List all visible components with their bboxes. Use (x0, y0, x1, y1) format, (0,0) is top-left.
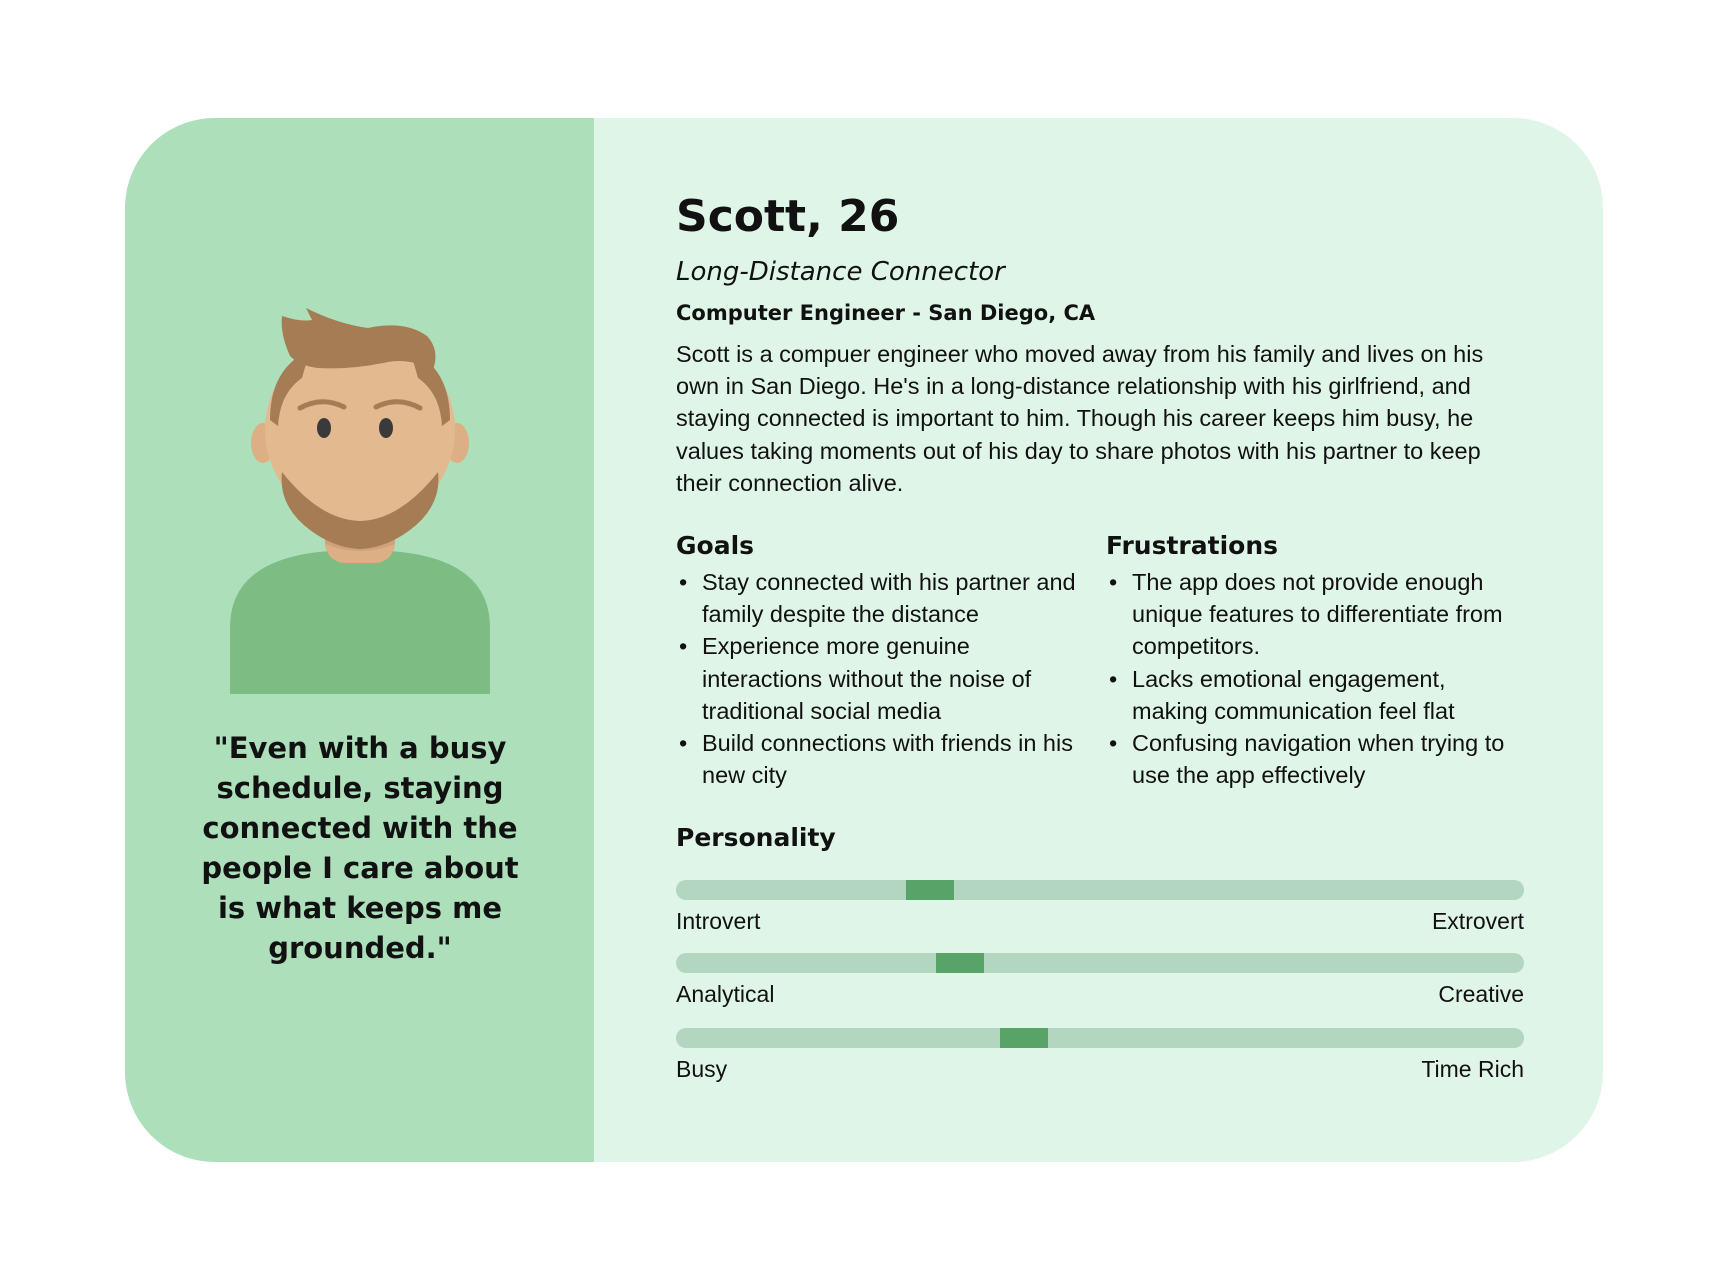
bullet-dot-icon: • (1109, 665, 1118, 692)
frustrations-list (1106, 566, 1526, 791)
slider-label-right: Time Rich (1421, 1056, 1524, 1082)
persona-card (125, 118, 1603, 1162)
goals-list (676, 566, 1086, 791)
bullet-dot-icon: • (679, 633, 688, 660)
avatar-eye-right (379, 418, 393, 438)
goal-item (676, 566, 1086, 630)
slider-label-right: Creative (1438, 981, 1524, 1007)
avatar (230, 308, 490, 694)
persona-details (676, 118, 1536, 1162)
bullet-dot-icon: • (679, 730, 688, 757)
slider-track (676, 953, 1524, 973)
frustrations-heading: Frustrations (1106, 531, 1279, 560)
avatar-shirt (230, 551, 490, 694)
slider-label-right: Extrovert (1431, 908, 1524, 934)
goal-item-text: Stay connected with his partner and family despite the distance (702, 569, 1076, 628)
personality-slider-analytical-creative (676, 953, 1524, 1015)
slider-marker (906, 880, 954, 900)
frustrations-section (1106, 530, 1526, 791)
slider-marker (936, 953, 984, 973)
frustration-item (1106, 566, 1526, 663)
persona-name: Scott, 26 (676, 191, 900, 242)
goal-item (676, 630, 1086, 727)
slider-label-left: Busy (676, 1056, 728, 1082)
goal-item (676, 727, 1086, 791)
bullet-dot-icon: • (1109, 730, 1118, 757)
frustration-item-text: The app does not provide enough unique features to differentiate from competitors. (1132, 569, 1503, 660)
frustration-item (1106, 663, 1526, 727)
frustration-item-text: Confusing navigation when trying to use the app effectively (1132, 730, 1505, 789)
persona-archetype: Long-Distance Connector (676, 257, 1005, 287)
slider-label-left: Introvert (676, 908, 761, 934)
persona-role-location: Computer Engineer - San Diego, CA (676, 301, 1096, 325)
frustration-item (1106, 727, 1526, 791)
bullet-dot-icon: • (1109, 569, 1118, 595)
avatar-eye-left (317, 418, 331, 438)
slider-marker (1000, 1028, 1048, 1048)
avatar-hair (282, 308, 436, 370)
goal-item-text: Build connections with friends in his new city (702, 730, 1073, 789)
personality-heading: Personality (676, 823, 836, 852)
bullet-dot-icon: • (679, 569, 688, 595)
slider-track (676, 1028, 1524, 1048)
frustration-item-text: Lacks emotional engagement, making communication feel flat (1132, 665, 1455, 724)
slider-track (676, 880, 1524, 900)
slider-label-left: Analytical (676, 981, 775, 1007)
persona-bio: Scott is a compuer engineer who moved away from his family and lives on his own in San Diego. He's in a long-distance relationship with his girlfriend, and staying connected is important to him. Though his career keeps him busy, he values taking moments out of his day to share photos with his partner to keep their connection alive. (676, 341, 1484, 496)
persona-sidebar (125, 118, 594, 1162)
personality-slider-introvert-extrovert (676, 880, 1524, 942)
goals-section (676, 530, 1086, 791)
personality-slider-busy-time-rich (676, 1028, 1524, 1090)
persona-quote: "Even with a busy schedule, staying connected with the people I care about is what keeps me grounded." (201, 731, 519, 965)
goal-item-text: Experience more genuine interactions without the noise of traditional social media (702, 633, 1032, 724)
goals-heading: Goals (676, 531, 755, 560)
